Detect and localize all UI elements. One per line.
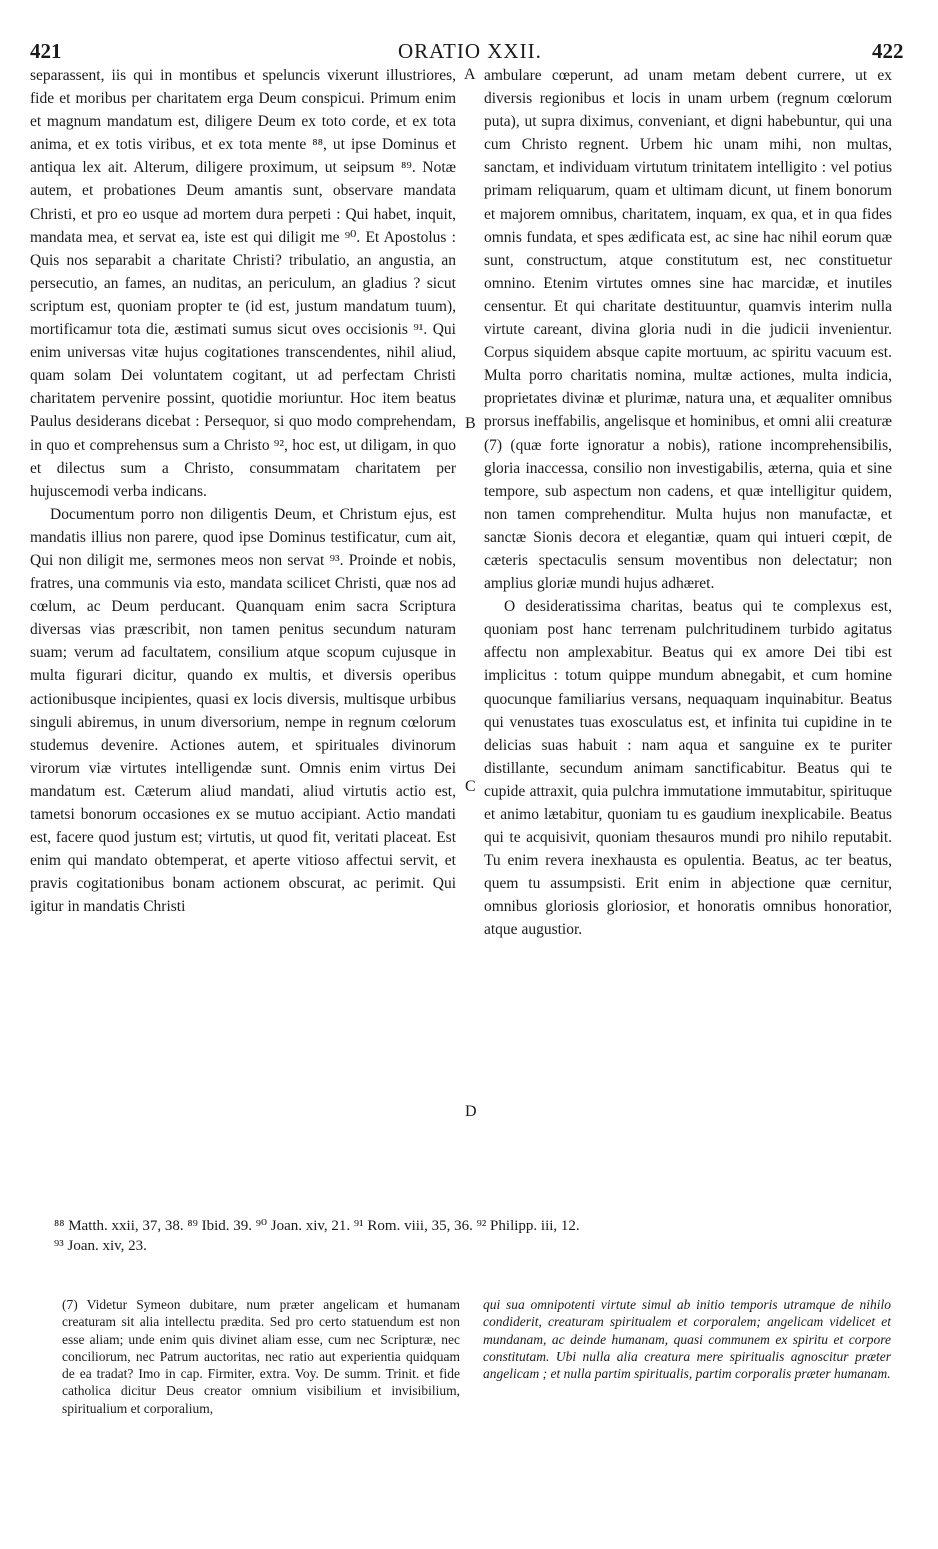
page-number-left: 421 — [30, 39, 62, 63]
left-paragraph-1: separassent, iis qui in montibus et speluncis vixerunt illustriores, fide et moribus per charitatem erga Deum conspicui. Primum enim et magnum mandatum est, diligere Deum ex toto corde, et ex tota anima, et ex totis viribus, et ex tota mente ⁸⁸, ut ipse Dominus et antiqua lex ait. Alterum, diligere proximum, ut seipsum ⁸⁹. Notæ autem, et probationes Deum amantis sunt, observare mandata Christi, et pro eo usque ad mortem dura perpeti : Qui habet, inquit, mandata mea, et servat ea, iste est qui diligit me ⁹⁰. Et Apostolus : Quis nos separabit a charitate Christi? tribulatio, an angustia, an persecutio, an fames, an nuditas, an periculum, an gladius ? sicut scriptum est, quoniam propter te (id est, justum mandatum tuum), mortificamur tota die, æstimati sumus sicut oves occisionis ⁹¹. Qui enim universas vitæ hujus cogitationes transcendentes, nihil aliud, quam solam Dei voluntatem cogitant, ut ad perfectam Christi charitatem pervenire possint, quotidie moriuntur. Hoc item beatus Paulus desiderans dicebat : Persequor, si quo modo comprehendam, in quo et comprehensus sum a Christo ⁹², hoc est, ut diligam, in quo et dilectus sum a Christo, consummatam charitatem per hujuscemodi verba indicans. — [30, 67, 456, 500]
margin-marker-d: D — [465, 1103, 477, 1120]
right-column — [484, 64, 892, 942]
footnote-left: (7) Videtur Symeon dubitare, num præter angelicam et humanam creaturam sit alia intellectu prædita. Sed pro certo statuendum est non esse aliam; unde enim quis divinet aliam esse, cum nec Scripturæ, nec conciliorum, nec Patrum auctoritas, nec ratio aut experientia quidquam de ea tradat? Imo in cap. Firmiter, extra. Voy. De summ. Trinit. et fide catholica dicitur Deus creator omnium visibilium et invisibilium, spiritualium et corporalium, — [62, 1297, 460, 1416]
right-paragraph-1: ambulare cœperunt, ad unam metam debent currere, ut ex diversis regionibus et locis in unam urbem (regnum cœlorum puta), ut supra diximus, conveniant, et digni habebuntur, qui una cum Christo regnent. Urbem hic unam mihi, non multas, sanctam, et individuam virtutum trinitatem intelligito : vel potius primam reliquarum, quam et ultimam dicunt, ut finem bonorum et majorem omnibus, charitatem, inquam, ex qua, et in qua fides omnis fundata, et spes ædificata est, ac sine hac nihil eorum quæ sunt, constructum, atque constitutum est, nec constituetur omnino. Etenim virtutes omnes sine hac marcidæ, et inutiles censentur. Et qui charitate destituuntur, quamvis interim nulla virtute careant, divina gloria nudi in die judicii invenientur. Corpus siquidem absque capite mortuum, ac spiritu vacuum est. Multa porro charitatis nomina, multæ actiones, multa indicia, proprietates divinæ et plurimæ, natura una, et æqualiter omnibus prorsus ineffabilis, angelisque et hominibus, et omni alii creaturæ (7) (quæ forte ignoratur a nobis), ratione incomprehensibilis, gloria inaccessa, consilio non investigabilis, æterna, quia et sine tempore, sub aspectum non cadens, et quæ intelligitur quidem, non tamen comprehenditur. Multa hujus non manufactæ, et sanctæ Sionis decora et elegantiæ, quam qui intueri cœpit, de cæteris spectaculis sensum moventibus non delectatur; non amplius gloriæ mundi hujus adhæret. — [484, 67, 892, 593]
margin-marker-a: A — [464, 66, 476, 83]
scripture-references: ⁸⁸ Matth. xxii, 37, 38. ⁸⁹ Ibid. 39. ⁹⁰ Joan. xiv, 21. ⁹¹ Rom. viii, 35, 36. ⁹² Philipp. iii, 12. — [54, 1218, 580, 1234]
left-column — [30, 64, 456, 918]
scripture-references-line-2: ⁹³ Joan. xiv, 23. — [54, 1238, 147, 1254]
margin-marker-b: B — [465, 415, 476, 432]
margin-marker-c: C — [465, 778, 476, 795]
running-title: ORATIO XXII. — [398, 39, 542, 63]
right-paragraph-2: O desideratissima charitas, beatus qui te complexus est, quoniam post hanc terrenam pulchritudinem turbido agitatus affectu non amplexabitur. Beatus qui ex amore Dei tibi est implicitus : totum quippe mundum abnegabit, et cum homine quocunque familiarius versans, nequaquam inquinabitur. Beatus qui venustates tuas exosculatus est, et infinita tui cupidine in te delicias suas habuit : nam aqua et sanguine ex te puriter distillante, secundum animam sanctificabitur. Beatus qui te cupide attraxit, quia pulchra immutatione immutabitur, spirituque et animo lætabitur, quoniam tu es gaudium inexplicabile. Beatus qui te acquisivit, quoniam thesauros mundi pro nihilo reputabit. Tu enim revera inexhausta es opulentia. Beatus, ac ter beatus, quem tu assumpsisti. Erit enim in abjectione quæ cernitur, omnibus gloriosis gloriosior, et honoratis omnibus honoratior, atque augustior. — [484, 598, 892, 939]
left-paragraph-2: Documentum porro non diligentis Deum, et Christum ejus, est mandatis illius non parere, quod ipse Dominus testificatur, cum ait, Qui non diligit me, sermones meos non servat ⁹³. Proinde et nobis, fratres, una communis via esto, mandata scilicet Christi, quæ nos ad cœlum, ac Deum perducant. Quanquam enim sacra Scriptura diversas vias præscribit, non tamen penitus secundum naturam suam; verum ad facultatem, consilium atque scopum cujusque in multa figurari dicitur, quando ex multis, et diversis operibus actionibusque incipientes, quasi ex locis diversis, multisque urbibus singuli abiremus, in unum diversorium, nempe in regnum cœlorum studemus devenire. Actiones autem, et spirituales divinorum virorum viæ virtutes intelligendæ sunt. Omnis enim virtus Dei mandatum est. Cæterum aliud mandati, aliud virtutis actio est, tametsi bonorum occasiones ex se mutuo accipiant. Actio mandati est, facere quod justum est; virtutis, ut quod fit, veritati placeat. Est enim qui mandato obtemperat, et aperte vitioso affectui servit, et pravis cogitationibus bonam actionem obscurat, ac perimit. Qui igitur in mandatis Christi — [30, 505, 456, 916]
page-number-right: 422 — [872, 39, 904, 63]
footnote-right: qui sua omnipotenti virtute simul ab initio temporis utramque de nihilo condiderit, creaturam spiritualem et corporalem; angelicam videlicet et mundanam, ac deinde humanam, quasi communem ex spiritu et corpore constitutam. Ubi nulla alia creatura mere spiritualis agnoscitur præter angelicam ; et nulla partim spiritualis, partim corporalis præter humanam. — [483, 1297, 891, 1382]
